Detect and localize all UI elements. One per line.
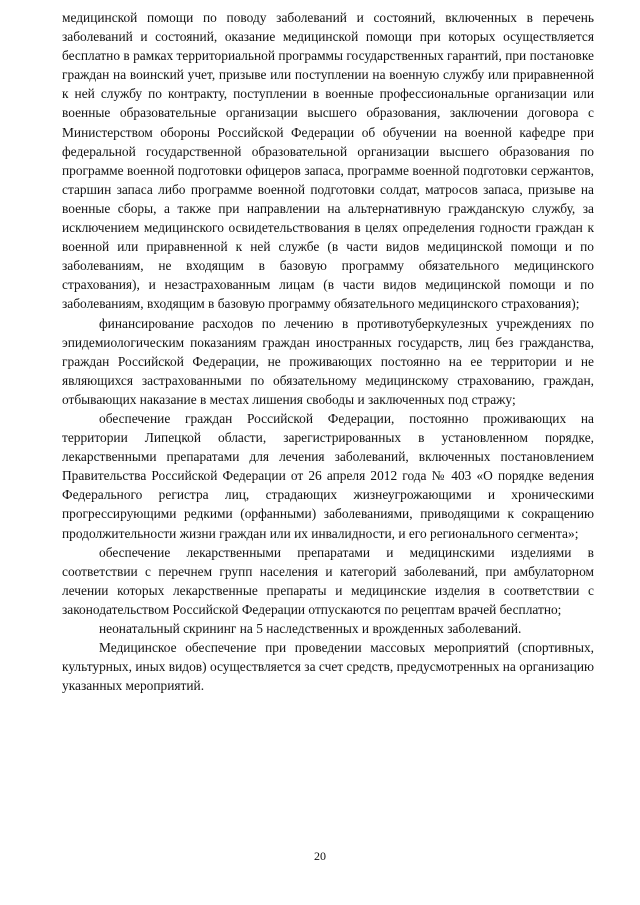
page-number: 20: [314, 849, 326, 863]
paragraph-1: медицинской помощи по поводу заболеваний и состояний, включенных в перечень заболеваний и состояний, оказание медицинской помощи при которых осуществляется бесплатно в рамках территориальной программы государственных гарантий, при постановке граждан на воинский учет, призыве или поступлении на военную службу или приравненной к ней службу по контракту, поступлении в военные профессиональные организации или военные образовательные организации высшего образования, заключении договора с Министерством обороны Российской Федерации об обучении на военной кафедре при федеральной государственной образовательной организации высшего образования по программе военной подготовки офицеров запаса, программе военной подготовки сержантов, старшин запаса либо программе военной подготовки солдат, матросов запаса, призыве на военные сборы, а также при направлении на альтернативную гражданскую службу, за исключением медицинского освидетельствования в целях определения годности граждан к военной или приравненной к ней службе (в части видов медицинской помощи и по заболеваниям, не входящим в базовую программу обязательного медицинского страхования), и незастрахованным лицам (в части видов медицинской помощи и по заболеваниям, входящим в базовую программу обязательного медицинского страхования);: [62, 10, 594, 312]
paragraph-4: обеспечение лекарственными препаратами и медицинскими изделиями в соответствии с перечнем групп населения и категорий заболеваний, при амбулаторном лечении которых лекарственные препараты и медицинские изделия в соответствии с законодательством Российской Федерации отпускаются по рецептам врачей бесплатно;: [62, 544, 594, 617]
document-body: [62, 8, 594, 695]
paragraph-6: Медицинское обеспечение при проведении массовых мероприятий (спортивных, культурных, иных видов) осуществляется за счет средств, предусмотренных на организацию указанных мероприятий.: [62, 640, 594, 694]
paragraph-3: обеспечение граждан Российской Федерации, постоянно проживающих на территории Липецкой области, зарегистрированных в установленном порядке, лекарственными препаратами для лечения заболеваний, включенных постановлением Правительства Российской Федерации от 26 апреля 2012 года № 403 «О порядке ведения Федерального регистра лиц, страдающих жизнеугрожающими и хроническими прогрессирующими редкими (орфанными) заболеваниями, приводящими к сокращению продолжительности жизни граждан или их инвалидности, и его регионального сегмента»;: [62, 410, 594, 541]
paragraph-2: финансирование расходов по лечению в противотуберкулезных учреждениях по эпидемиологическим показаниям граждан иностранных государств, лиц без гражданства, граждан Российской Федерации, не проживающих постоянно на ее территории и не являющихся застрахованными по обязательному медицинскому страхованию, граждан, отбывающих наказание в местах лишения свободы и заключенных под стражу;: [62, 315, 594, 407]
paragraph-5: неонатальный скрининг на 5 наследственных и врожденных заболеваний.: [99, 621, 522, 636]
